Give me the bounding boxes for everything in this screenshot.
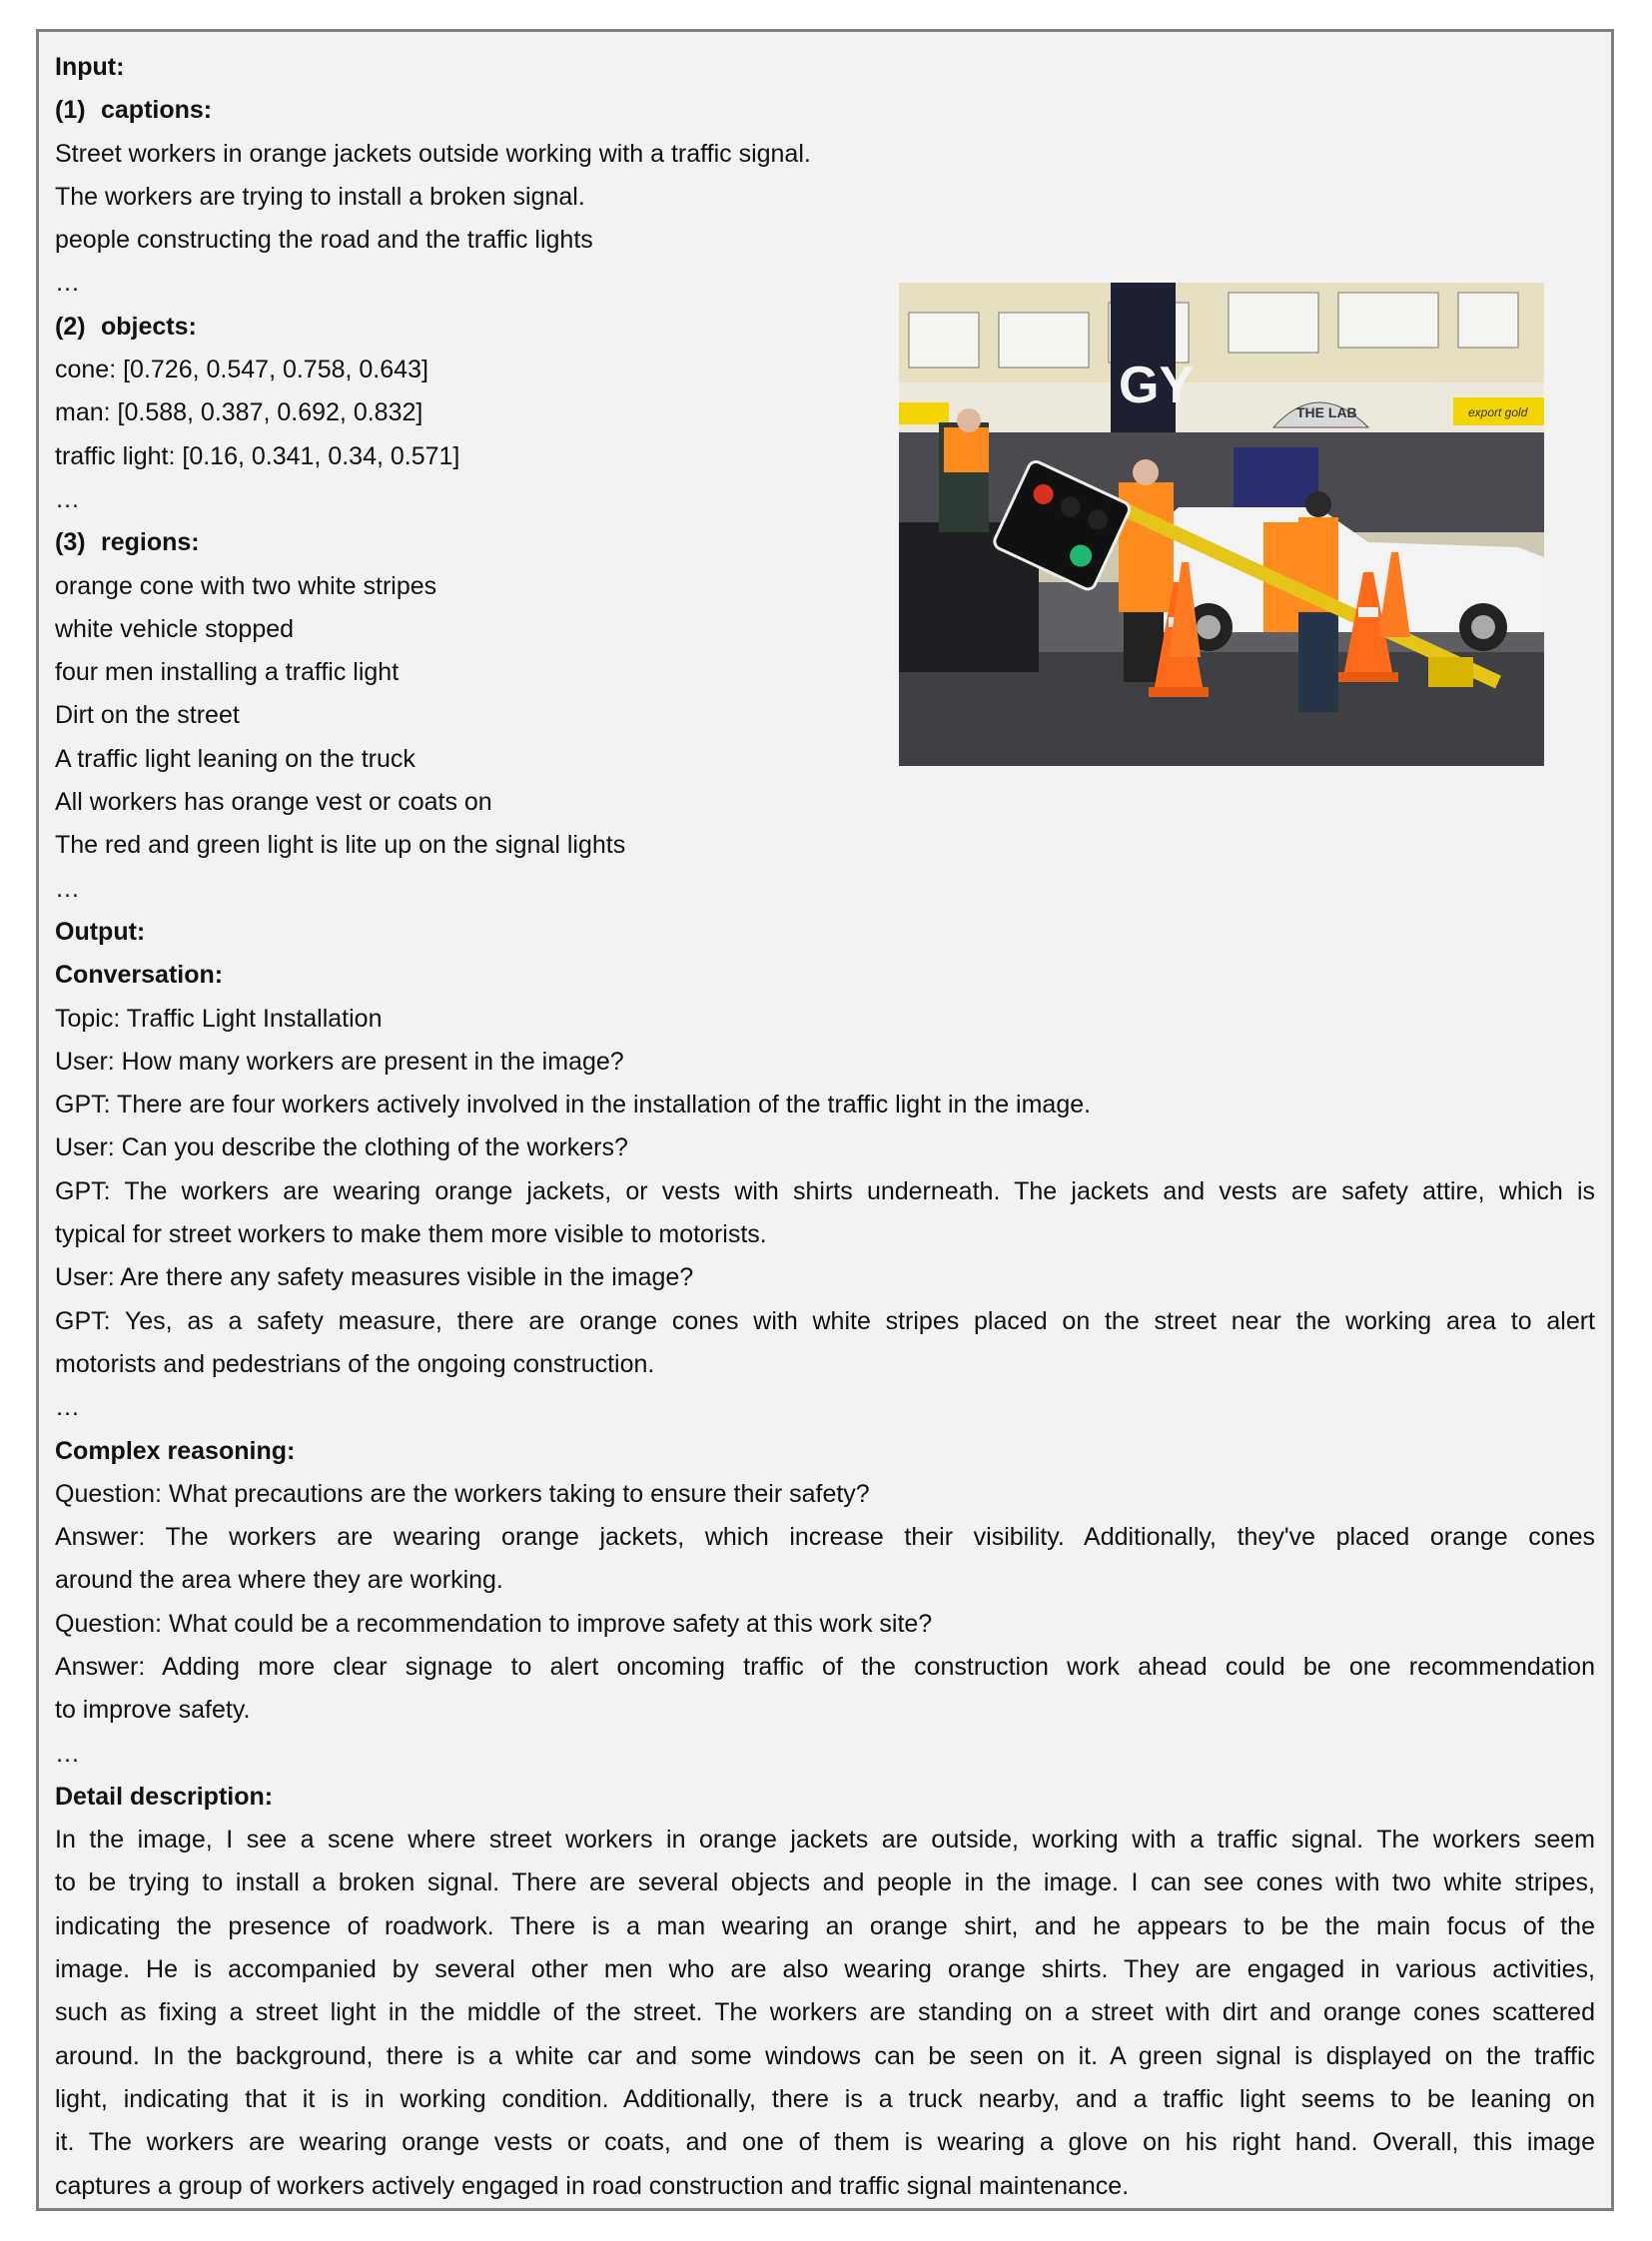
detail-line: to be trying to install a broken signal. There are several objects and people in the image. I can see cones with two white stripes, (55, 1868, 1595, 1897)
reasoning-answer: Answer: Adding more clear signage to alert oncoming traffic of the construction work ahead could be one recommendation (55, 1652, 1595, 1681)
street-workers-photo (899, 283, 1544, 766)
output-heading: Output: (55, 917, 146, 946)
object-line: man: [0.588, 0.387, 0.692, 0.832] (55, 398, 423, 427)
ellipsis: … (55, 874, 80, 903)
region-line: All workers has orange vest or coats on (55, 788, 492, 817)
photo-shop-sign: THE LAB (1296, 404, 1357, 420)
reasoning-answer: Answer: The workers are wearing orange jackets, which increase their visibility. Additionally, they've placed orange cones (55, 1523, 1595, 1552)
captions-heading (55, 89, 1595, 132)
conversation-gpt-line-cont: typical for street workers to make them more visible to motorists. (55, 1220, 767, 1249)
region-line: A traffic light leaning on the truck (55, 744, 415, 773)
captions-label: captions: (101, 96, 213, 125)
detail-line: captures a group of workers actively engaged in road construction and traffic signal maintenance. (55, 2171, 1130, 2200)
conversation-topic: Topic: Traffic Light Installation (55, 1004, 383, 1033)
regions-label: regions: (101, 528, 200, 557)
detail-line: such as fixing a street light in the middle of the street. The workers are standing on a street with dirt and orange cones scattered (55, 1998, 1595, 2027)
ellipsis: … (55, 1393, 80, 1422)
detail-description-heading: Detail description: (55, 1782, 274, 1811)
detail-line: In the image, I see a scene where street workers in orange jackets are outside, working with a traffic signal. The workers seem (55, 1826, 1595, 1855)
caption-line: Street workers in orange jackets outside working with a traffic signal. (55, 139, 811, 168)
object-line: traffic light: [0.16, 0.341, 0.34, 0.571] (55, 441, 460, 470)
ellipsis: … (55, 269, 80, 298)
conversation-gpt-line: GPT: There are four workers actively involved in the installation of the traffic light in the image. (55, 1091, 1092, 1120)
detail-line: it. The workers are wearing orange vests or coats, and one of them is wearing a glove on his right hand. Overall, this image (55, 2128, 1595, 2157)
input-heading: Input: (55, 53, 125, 81)
conversation-user-line: User: How many workers are present in the image? (55, 1047, 624, 1076)
objects-label: objects: (101, 312, 197, 341)
conversation-user-line: User: Can you describe the clothing of the workers? (55, 1133, 628, 1162)
regions-number: (3) (55, 528, 86, 557)
reasoning-answer-cont: around the area where they are working. (55, 1566, 503, 1595)
object-line: cone: [0.726, 0.547, 0.758, 0.643] (55, 356, 428, 384)
region-line: four men installing a traffic light (55, 658, 400, 687)
ellipsis: … (55, 1739, 80, 1768)
captions-number: (1) (55, 96, 86, 125)
photo-banner-text: export gold (1468, 405, 1528, 419)
region-line: Dirt on the street (55, 701, 240, 730)
region-line: The red and green light is lite up on the signal lights (55, 831, 626, 860)
conversation-gpt-line: GPT: The workers are wearing orange jackets, or vests with shirts underneath. The jackets and vests are safety attire, which is (55, 1176, 1595, 1205)
detail-line: image. He is accompanied by several other men who are also wearing orange shirts. They are engaged in various activities, (55, 1955, 1595, 1984)
conversation-heading: Conversation: (55, 961, 224, 990)
region-line: orange cone with two white stripes (55, 571, 437, 600)
ellipsis: … (55, 484, 80, 513)
objects-number: (2) (55, 312, 86, 341)
reasoning-answer-cont: to improve safety. (55, 1696, 251, 1725)
detail-line: light, indicating that it is in working condition. Additionally, there is a truck nearby, and a traffic light seems to be leaning on (55, 2084, 1595, 2113)
conversation-user-line: User: Are there any safety measures visible in the image? (55, 1263, 694, 1292)
detail-line: around. In the background, there is a white car and some windows can be seen on it. A green signal is displayed on the traffic (55, 2041, 1595, 2070)
caption-line: people constructing the road and the traffic lights (55, 226, 593, 255)
photo-sign-letters: GY (1119, 357, 1195, 414)
conversation-gpt-line: GPT: Yes, as a safety measure, there are orange cones with white stripes placed on the street near the working area to alert (55, 1306, 1595, 1335)
detail-line: indicating the presence of roadwork. There is a man wearing an orange shirt, and he appears to be the main focus of the (55, 1911, 1595, 1940)
region-line: white vehicle stopped (55, 614, 295, 643)
reasoning-question: Question: What could be a recommendation to improve safety at this work site? (55, 1609, 933, 1638)
reasoning-question: Question: What precautions are the workers taking to ensure their safety? (55, 1479, 870, 1508)
complex-reasoning-heading: Complex reasoning: (55, 1436, 296, 1465)
caption-line: The workers are trying to install a broken signal. (55, 182, 585, 211)
conversation-gpt-line-cont: motorists and pedestrians of the ongoing construction. (55, 1349, 655, 1378)
